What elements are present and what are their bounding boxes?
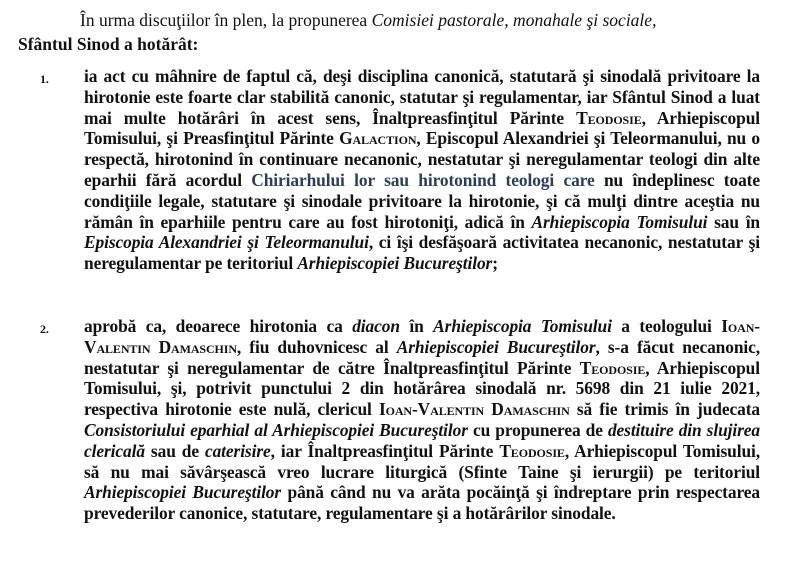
intro-comma: , — [652, 10, 657, 30]
person-name: Ioan-Valentin Damaschin — [84, 316, 760, 357]
item-text: ia act cu mâhnire de faptul că, deşi disciplina canonică, statutară şi sinodală privitoare la hirotonie este foarte clar stabilită canonic, statutar şi regulamentar, iar Sfântul Sinod a luat mai multe hotărâri în acest sens, Înaltpreasfinţitul Părinte — [84, 66, 760, 128]
item-text: nu îndeplinesc toate condiţiile legale, statutare şi sinodale privitoare la hirotonie, şi că mulţi dintre aceştia nu rămân în eparhiile pentru care au fost hirotoniţi, adică în — [84, 169, 760, 232]
item-text: , s-a făcut necanonic, nestatutar şi neregulamentar de către Înaltpreasfinţitul Părinte — [84, 336, 761, 378]
item-text: , ci îşi desfăşoară activitatea necanonic, nestatutar şi neregulamentar pe teritoriul — [84, 232, 760, 274]
item-text: să fie trimis în judecata — [569, 399, 760, 420]
decision-item-1 — [40, 66, 760, 274]
eparchy-name: Arhiepiscopiei Bucureştilor — [297, 253, 493, 274]
item-text: până când nu va arăta pocăinţă şi îndreptare prin respectarea prevederilor canonice, statutare, regulamentare şi a hotărârilor sinodale. — [84, 482, 760, 524]
eparchy-name: Arhiepiscopia Tomisului — [531, 211, 708, 232]
highlighted-text: Chiriarhului lor sau hirotonind teologi care — [251, 169, 595, 190]
penalty-term: caterisire — [204, 440, 271, 461]
intro-text: În urma discuţiilor în plen, la propunerea — [80, 10, 372, 30]
item-text: cu propunerea de — [467, 419, 608, 440]
rank-term: diacon — [352, 316, 400, 336]
intro-paragraph — [18, 8, 788, 56]
eparchy-name: Episcopia Alexandriei şi Teleormanului — [84, 232, 369, 253]
eparchy-name: Arhiepiscopiei Bucureştilor — [84, 482, 282, 503]
item-text: a teologului — [611, 316, 722, 336]
item-number: 2. — [40, 322, 49, 336]
person-name: Ioan-Valentin Damaschin — [378, 399, 570, 420]
item-text: , Arhiepiscopul Tomisului, să nu mai săvârşească vreo lucrare liturgică (Sfinte Taine şi ierurgii) pe teritoriul — [84, 440, 760, 482]
item-text: aprobă ca, deoarece hirotonia ca — [84, 316, 353, 336]
item-text: , fiu duhovnicesc al — [236, 336, 397, 357]
person-name: Galaction — [339, 128, 417, 149]
item-text: , Arhiepiscopul Tomisului, şi, potrivit punctului 2 din hotărârea sinodală nr. 5698 din 21 iulie 2021, respectiva hirotonie este nulă, clericul — [84, 357, 760, 420]
item-text: , Episcopul Alexandriei şi Teleormanului, nu o respectă, hirotonind în continuare necanonic, nestatutar şi neregulamentar teologi din alte eparhii fără acordul — [84, 128, 760, 190]
penalty-term: destituire din slujirea clericală — [84, 419, 760, 461]
person-name: Teodosie — [576, 107, 642, 128]
item-text: , iar Înaltpreasfinţitul Părinte — [270, 440, 500, 461]
commission-name: Comisiei pastorale, monahale şi sociale — [371, 10, 653, 30]
item-number: 1. — [40, 72, 49, 86]
item-text: sau de — [144, 440, 205, 461]
consistory-name: Consistoriului eparhial al Arhiepiscopiei Bucureştilor — [84, 419, 468, 440]
intro-sentence — [18, 8, 788, 32]
person-name: Teodosie — [499, 440, 565, 461]
item-text: în — [399, 316, 434, 336]
person-name: Teodosie — [579, 357, 646, 378]
item-text: sau în — [707, 211, 760, 232]
eparchy-name: Arhiepiscopia Tomisului — [433, 316, 612, 336]
decision-item-2 — [40, 316, 761, 524]
eparchy-name: Arhiepiscopiei Bucureştilor — [396, 336, 596, 357]
item-text: ; — [492, 253, 498, 274]
synod-decision-heading: Sfântul Sinod a hotărât: — [18, 34, 199, 54]
item-text: , Arhiepiscopul Tomisului, şi Preasfinţitul Părinte — [84, 107, 760, 149]
